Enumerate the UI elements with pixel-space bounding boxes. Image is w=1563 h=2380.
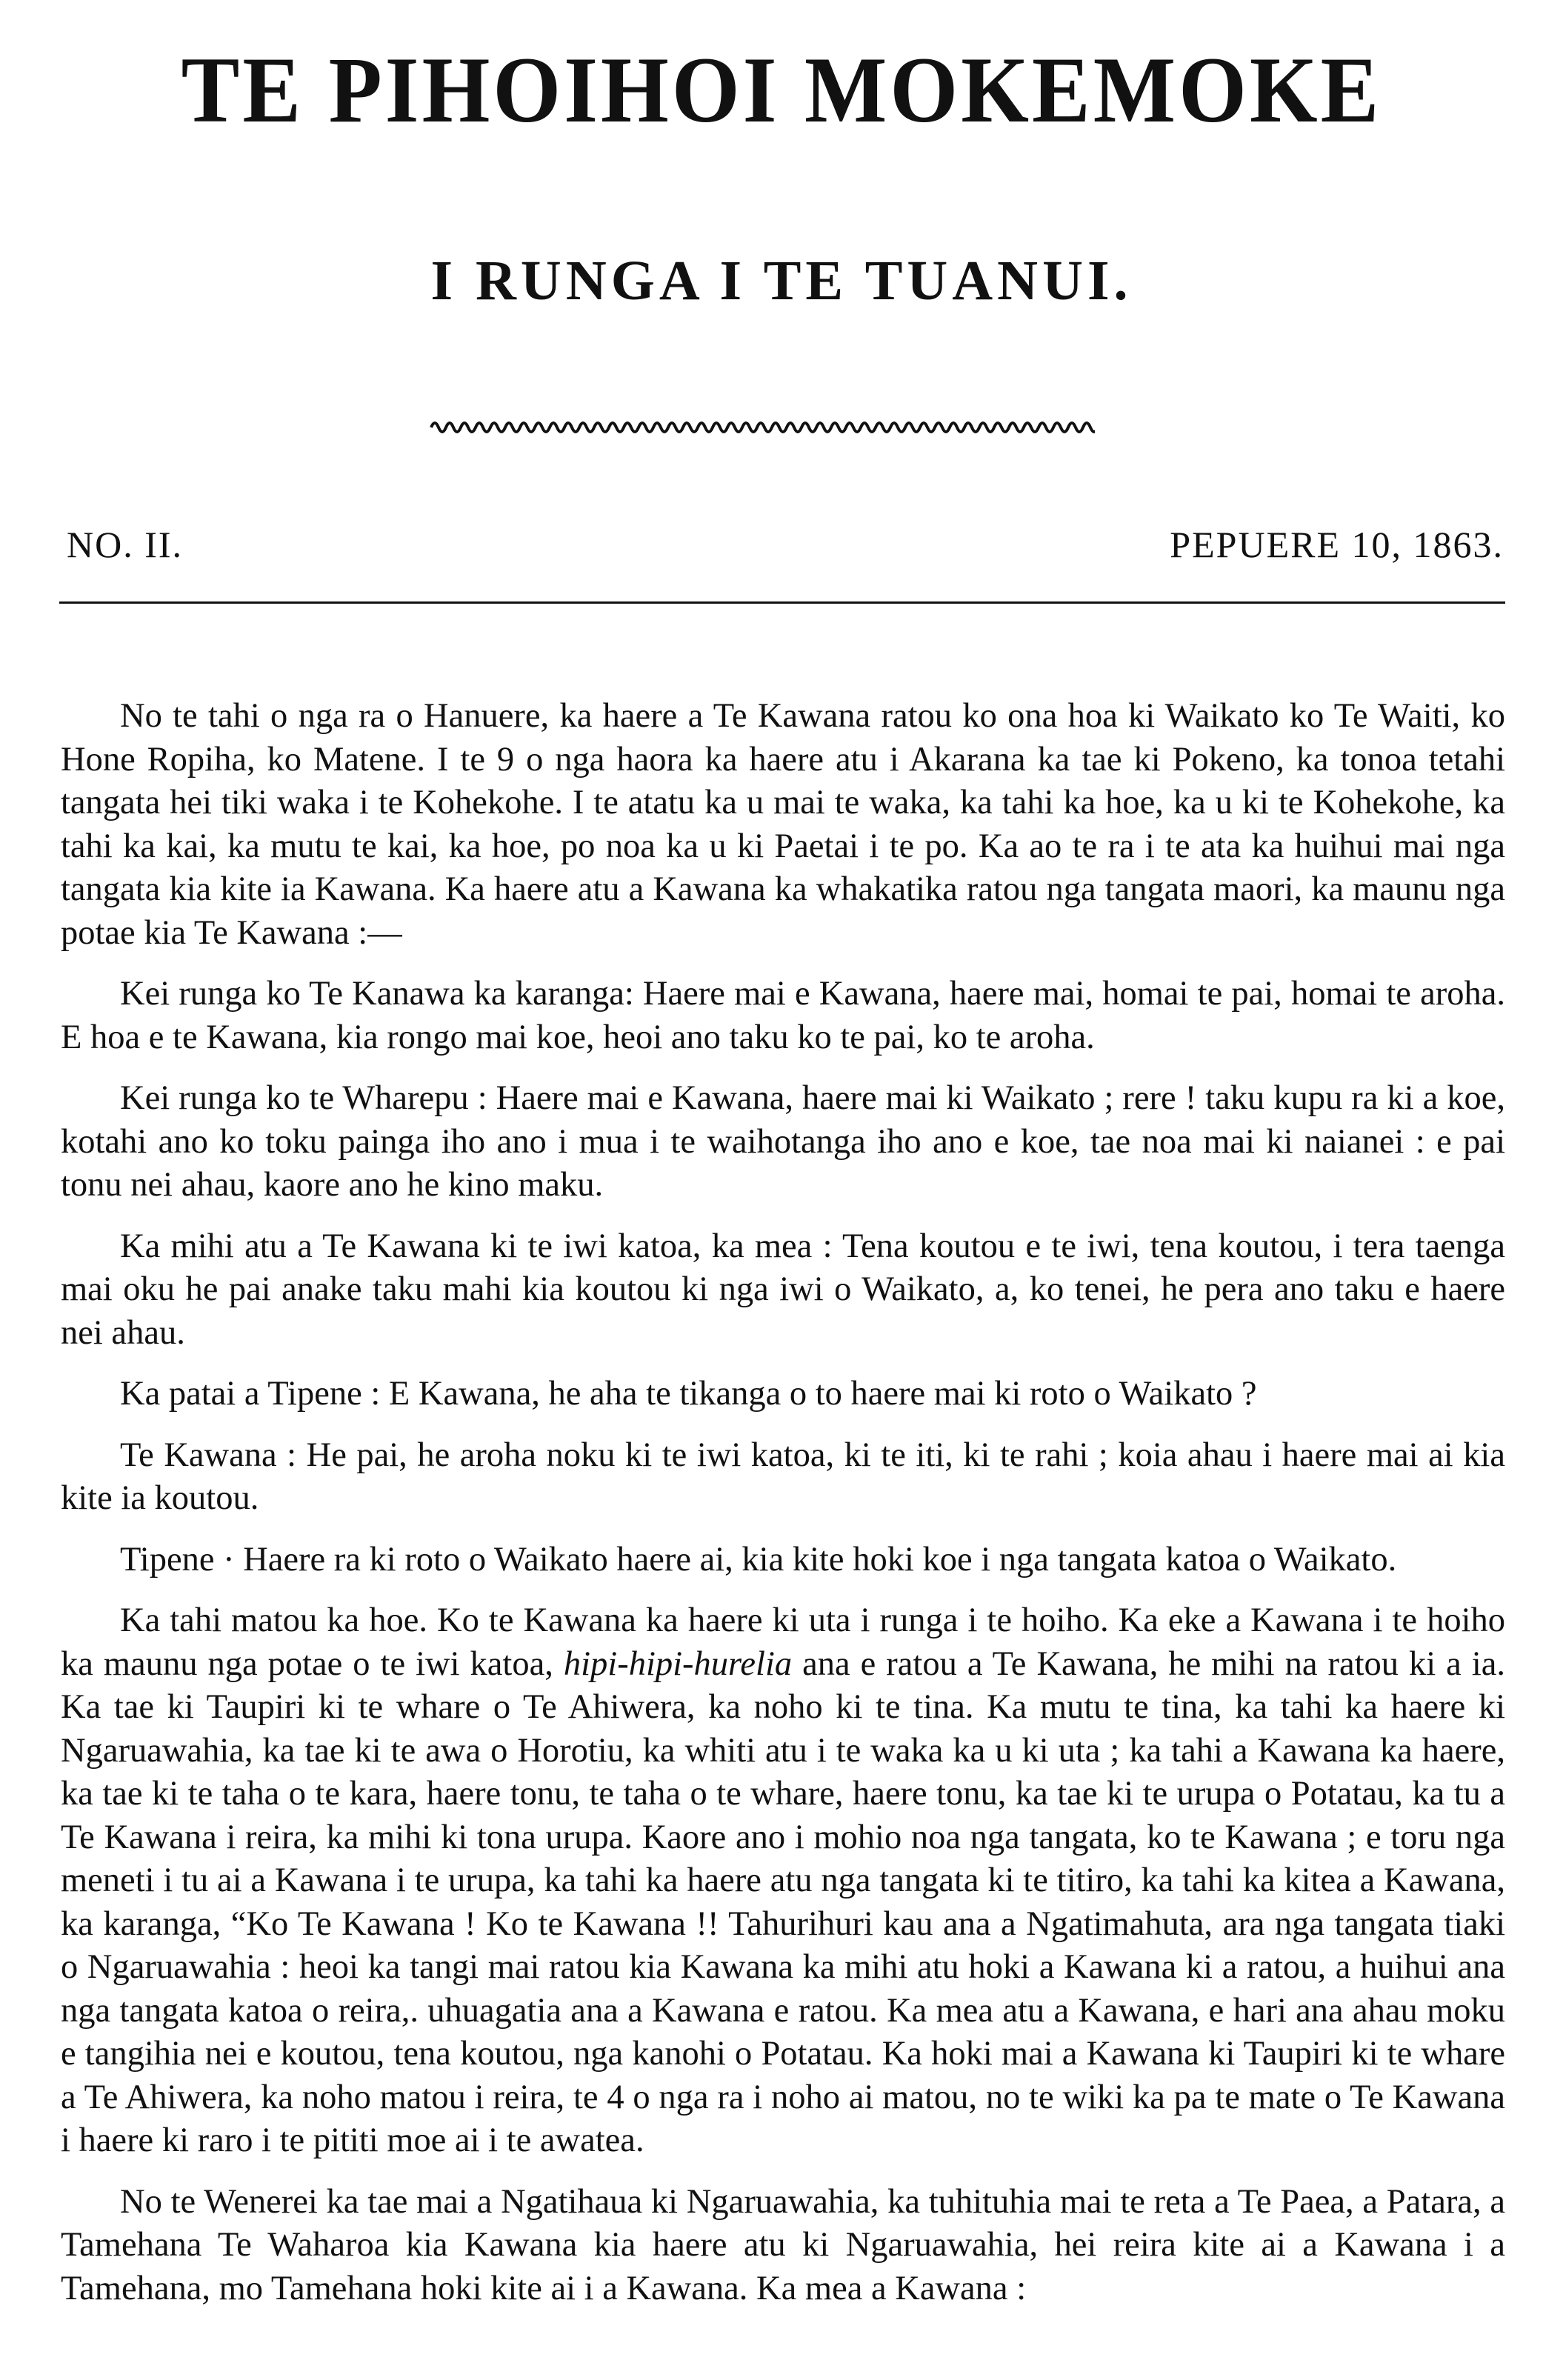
paragraph-5: Ka patai a Tipene : E Kawana, he aha te tikanga o to haere mai ki roto o Waikato ?: [120, 1375, 1257, 1413]
paragraph-2: Kei runga ko Te Kanawa ka karanga: Haere mai e Kawana, haere mai, homai te pai, homai te aroha. E hoa e te Kawana, kia rongo mai koe, heoi ano taku ko te pai, ko te aroha.: [61, 975, 1505, 1056]
issue-date: PEPUERE 10, 1863.: [1170, 524, 1504, 565]
paragraph-8-text-b: ana e ratou a Te Kawana, he mihi na ratou ki a ia. Ka tae ki Taupiri ki te whare o Te Ahiwera, ka noho ki te tina. Ka mutu te tina, ka tahi ka haere ki Ngaruawahia, ka tae ki te awa o Horotiu, ka whiti atu i te waka ka u ki uta ; ka tahi a Kawana ka haere, ka tae ki te taha o te kara, haere tonu, te taha o te whare, haere tonu, ka tae ki te urupa o Potatau, ka tu a Te Kawana i reira, ka mihi ki tona urupa. Kaore ano i mohio noa nga tangata, ko te Kawana ; e toru nga meneti i tu ai a Kawana i te urupa, ka tahi ka haere atu nga tangata ki te titiro, ka tahi ka kitea a Kawana, ka karanga, “Ko Te Kawana ! Ko te Kawana !! Tahurihuri kau ana a Ngatimahuta, ara nga tangata tiaki o Ngaruawahia : heoi ka tangi mai ratou kia Kawana ka mihi atu hoki a Kawana ki a ratou, a huihui ana nga tangata katoa o reira,. uhuagatia ana a Kawana e ratou. Ka mea atu a Kawana, e hari ana ahau moku e tangihia nei e koutou, tena koutou, nga kanohi o Potatau. Ka hoki mai a Kawana ki Taupiri ki te whare a Te Ahiwera, ka noho matou i reira, te 4 o nga ra i noho ai matou, no te wiki ka pa te mate o Te Kawana i haere ki raro i te pititi moe ai i te awatea.: [61, 1644, 1506, 2159]
paragraph-1: No te tahi o nga ra o Hanuere, ka haere a Te Kawana ratou ko ona hoa ki Waikato ko Te Waiti, ko Hone Ropiha, ko Matene. I te 9 o nga haora ka haere atu i Akarana ka tae ki Pokeno, ka tonoa tetahi tangata hei tiki waka i te Kohekohe. I te atatu ka u mai te waka, ka tahi ka hoe, ka u ki te Kohekohe, ka tahi ka kai, ka mutu te kai, ka hoe, po noa ka u ki Paetai i te po. Ka ao te ra i te ata ka huihui mai nga tangata kia kite ia Kawana. Ka haere atu a Kawana ka whakatika ratou nga tangata maori, ka maunu nga potae kia Te Kawana :—: [61, 697, 1505, 952]
paragraph-4: Ka mihi atu a Te Kawana ki te iwi katoa, ka mea : Tena koutou e te iwi, tena koutou, i tera taenga mai oku he pai anake taku mahi kia koutou ki nga iwi o Waikato, a, ko tenei, he pera ano taku e haere nei ahau.: [61, 1227, 1505, 1352]
paragraph-8-italic: hipi-hipi-hurelia: [563, 1644, 793, 1683]
paragraph-3: Kei runga ko te Wharepu : Haere mai e Kawana, haere mai ki Waikato ; rere ! taku kupu ra ki a koe, kotahi ano ko toku painga iho ano i mua i te waihotanga iho ano e koe, tae noa mai ki naianei : e pai tonu nei ahau, kaore ano he kino maku.: [61, 1079, 1505, 1204]
issue-line: [67, 519, 1504, 570]
header-rule: [59, 601, 1505, 604]
paragraph-9: No te Wenerei ka tae mai a Ngatihaua ki Ngaruawahia, ka tuhituhia mai te reta a Te Paea, a Patara, a Tamehana Te Waharoa kia Kawana kia haere atu ki Ngaruawahia, hei reira kite ai a Kawana i a Tamehana, mo Tamehana hoki kite ai i a Kawana. Ka mea a Kawana :: [61, 2182, 1505, 2307]
wavy-rule-ornament-icon: [428, 415, 1095, 440]
paragraph-7: Tipene · Haere ra ki roto o Waikato haere ai, kia kite hoki koe i nga tangata katoa o Waikato.: [120, 1540, 1397, 1579]
paragraph-8-text-a: Ka tahi matou ka hoe. Ko te Kawana ka haere ki uta i runga i te hoiho. Ka eke a Kawana i te hoiho ka maunu nga potae o te iwi katoa,: [61, 1601, 1505, 1683]
masthead-title: TE PIHOIHOI MOKEMOKE: [181, 37, 1382, 143]
paragraph-6: Te Kawana : He pai, he aroha noku ki te iwi katoa, ki te iti, ki te rahi ; koia ahau i haere mai ai kia kite ia koutou.: [61, 1436, 1505, 1517]
paragraph-8: [61, 1599, 1505, 2163]
article-body: [61, 695, 1505, 2310]
issue-number: NO. II.: [67, 524, 184, 565]
masthead-subtitle: I RUNGA I TE TUANUI.: [430, 250, 1133, 312]
